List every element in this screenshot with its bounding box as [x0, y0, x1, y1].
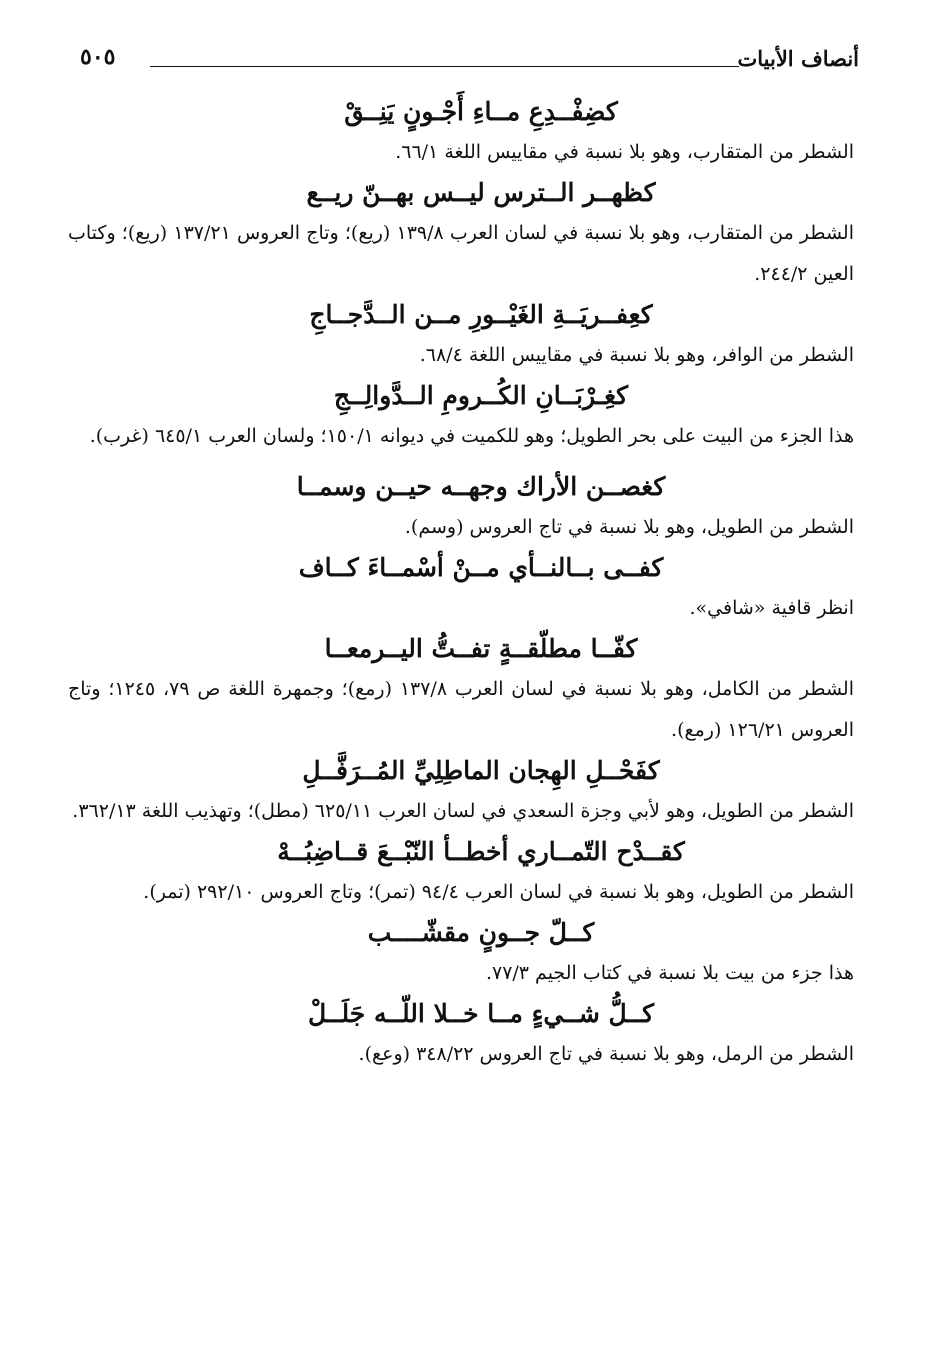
hemistich: كغِـرْبَــانِ الكُــرومِ الــدَّوالِــجِ	[333, 381, 629, 410]
entry	[68, 550, 854, 629]
hemistich: كفــى بــالنــأي مــنْ أسْمــاءَ كــاف	[298, 553, 664, 582]
source-note: الشطر من المتقارب، وهو بلا نسبة في لسان العرب ١٣٩/٨ (ريع)؛ وتاج العروس ١٣٧/٢١ (ريع)؛ وكتاب العين ٢٤٤/٢.	[68, 222, 855, 285]
source-note: الشطر من الوافر، وهو بلا نسبة في مقاييس اللغة ٦٨/٤.	[419, 344, 854, 366]
source-note: الشطر من الطويل، وهو لأبي وجزة السعدي في لسان العرب ٦٢٥/١١ (مطل)؛ وتهذيب اللغة ٣٦٢/١٣.	[72, 800, 854, 822]
hemistich: كعِفــريَــةِ الغَيْــورِ مــن الــدَّجــاجِ	[309, 300, 653, 329]
entries-list	[68, 94, 854, 1077]
header-rule	[150, 66, 739, 67]
entry	[68, 915, 854, 994]
source-note: الشطر من الطويل، وهو بلا نسبة في لسان العرب ٩٤/٤ (تمر)؛ وتاج العروس ٢٩٢/١٠ (تمر).	[143, 881, 854, 903]
source-note: هذا الجزء من البيت على بحر الطويل؛ وهو للكميت في ديوانه ١٥٠/١؛ ولسان العرب ٦٤٥/١ (غرب).	[89, 425, 854, 447]
entry	[68, 297, 854, 376]
source-note: انظر قافية «شافي».	[689, 597, 854, 619]
entry	[68, 834, 854, 913]
running-title: أنصاف الأبيات	[737, 46, 859, 71]
entry	[68, 175, 854, 295]
entry	[68, 753, 854, 832]
entry	[68, 94, 854, 173]
source-note: هذا جزء من بيت بلا نسبة في كتاب الجيم ٧٧/٣.	[485, 962, 854, 984]
hemistich: كقــدْح التّمــاري أخطــأ النّبْــعَ قــاضِبُــهْ	[277, 837, 685, 866]
hemistich: كغصــن الأراك وجهــه حيــن وسمــا	[296, 472, 666, 501]
hemistich: كــلّ جــونٍ مقشّــــب	[367, 918, 595, 947]
source-note: الشطر من المتقارب، وهو بلا نسبة في مقاييس اللغة ٦٦/١.	[395, 141, 854, 163]
page-header	[70, 40, 859, 74]
source-note: الشطر من الرمل، وهو بلا نسبة في تاج العروس ٣٤٨/٢٢ (وعع).	[358, 1043, 854, 1065]
page-number: ٥٠٥	[80, 44, 116, 70]
source-note: الشطر من الطويل، وهو بلا نسبة في تاج العروس (وسم).	[404, 516, 854, 538]
hemistich: كفّــا مطلّقــةٍ تفــتُّ اليــرمعــا	[324, 634, 638, 663]
entry	[68, 378, 854, 457]
entry	[68, 996, 854, 1075]
hemistich: كــلُّ شــيءٍ مــا خــلا اللّــه جَلَــلْ	[307, 999, 655, 1028]
source-note: الشطر من الكامل، وهو بلا نسبة في لسان العرب ١٣٧/٨ (رمع)؛ وجمهرة اللغة ص ٧٩، ١٢٤٥؛ وتاج العروس ١٢٦/٢١ (رمع).	[68, 678, 854, 741]
entry	[68, 631, 854, 751]
hemistich: كظهــر الــترس ليــس بهــنّ ريــع	[306, 178, 656, 207]
entry	[68, 469, 854, 548]
hemistich: كضِفْــدِعِ مــاءِ أَجْـونٍ يَنِــقْ	[344, 97, 618, 126]
hemistich: كفَحْــلِ الهِجان الماطِلِيِّ المُــرَفَّــلِ	[302, 756, 660, 785]
